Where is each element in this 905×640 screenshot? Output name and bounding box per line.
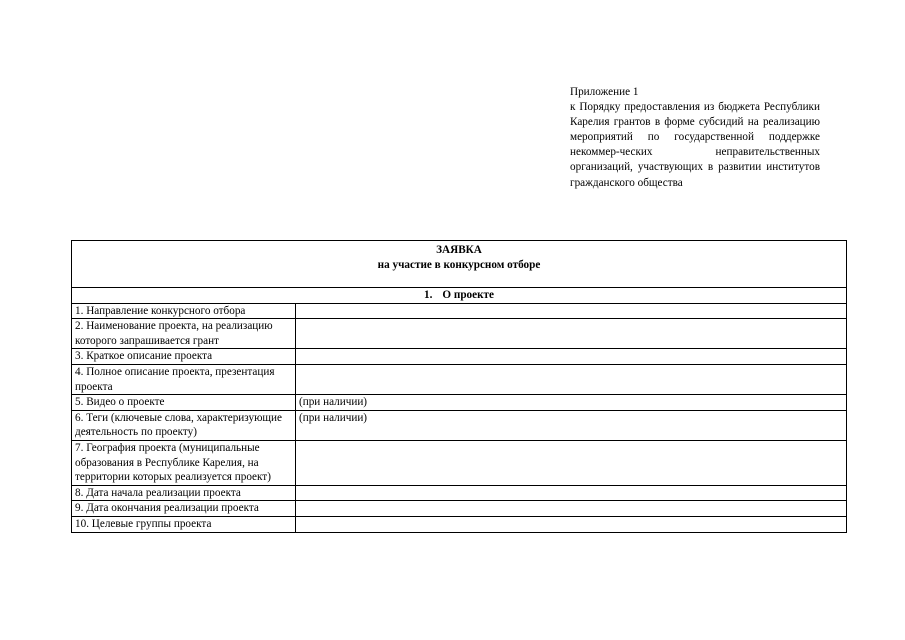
annex-block [570,85,820,191]
row-value[interactable]: (при наличии) [296,395,847,411]
form-title: ЗАЯВКА [436,244,482,256]
section-title: О проекте [442,289,495,301]
table-row [72,349,847,365]
row-value[interactable] [296,501,847,517]
row-value[interactable] [296,349,847,365]
annex-title: Приложение 1 [570,86,639,98]
table-row [72,364,847,394]
table-row [72,440,847,485]
row-label: 5. Видео о проекте [72,395,296,411]
row-label: 3. Краткое описание проекта [72,349,296,365]
row-label: 1. Направление конкурсного отбора [72,303,296,319]
row-value[interactable]: (при наличии) [296,410,847,440]
form-header-row [72,241,847,288]
table-row [72,485,847,501]
row-label: 10. Целевые группы проекта [72,516,296,532]
table-row [72,319,847,349]
section-heading [72,288,847,304]
row-label: 2. Наименование проекта, на реализацию которого запрашивается грант [72,319,296,349]
table-row [72,410,847,440]
row-label: 8. Дата начала реализации проекта [72,485,296,501]
form-subtitle: на участие в конкурсном отборе [377,258,541,271]
section-number: 1. [423,289,433,301]
row-value[interactable] [296,440,847,485]
row-value[interactable] [296,319,847,349]
row-label: 6. Теги (ключевые слова, характеризующие деятельность по проекту) [72,410,296,440]
table-row [72,395,847,411]
row-value[interactable] [296,516,847,532]
application-form-table [71,240,847,533]
row-value[interactable] [296,485,847,501]
table-row [72,501,847,517]
annex-text: к Порядку предоставления из бюджета Республики Карелия грантов в форме субсидий на реализацию мероприятий по государственной поддержке некоммер-ческих неправительственных организаций, участвующих в развитии институтов гражданского общества [570,101,820,189]
section-row [72,288,847,304]
table-row [72,516,847,532]
row-value[interactable] [296,303,847,319]
row-label: 4. Полное описание проекта, презентация проекта [72,364,296,394]
row-label: 7. География проекта (муниципальные образования в Республике Карелия, на территории которых реализуется проект) [72,440,296,485]
row-label: 9. Дата окончания реализации проекта [72,501,296,517]
table-row [72,303,847,319]
row-value[interactable] [296,364,847,394]
form-header-cell [72,241,847,288]
